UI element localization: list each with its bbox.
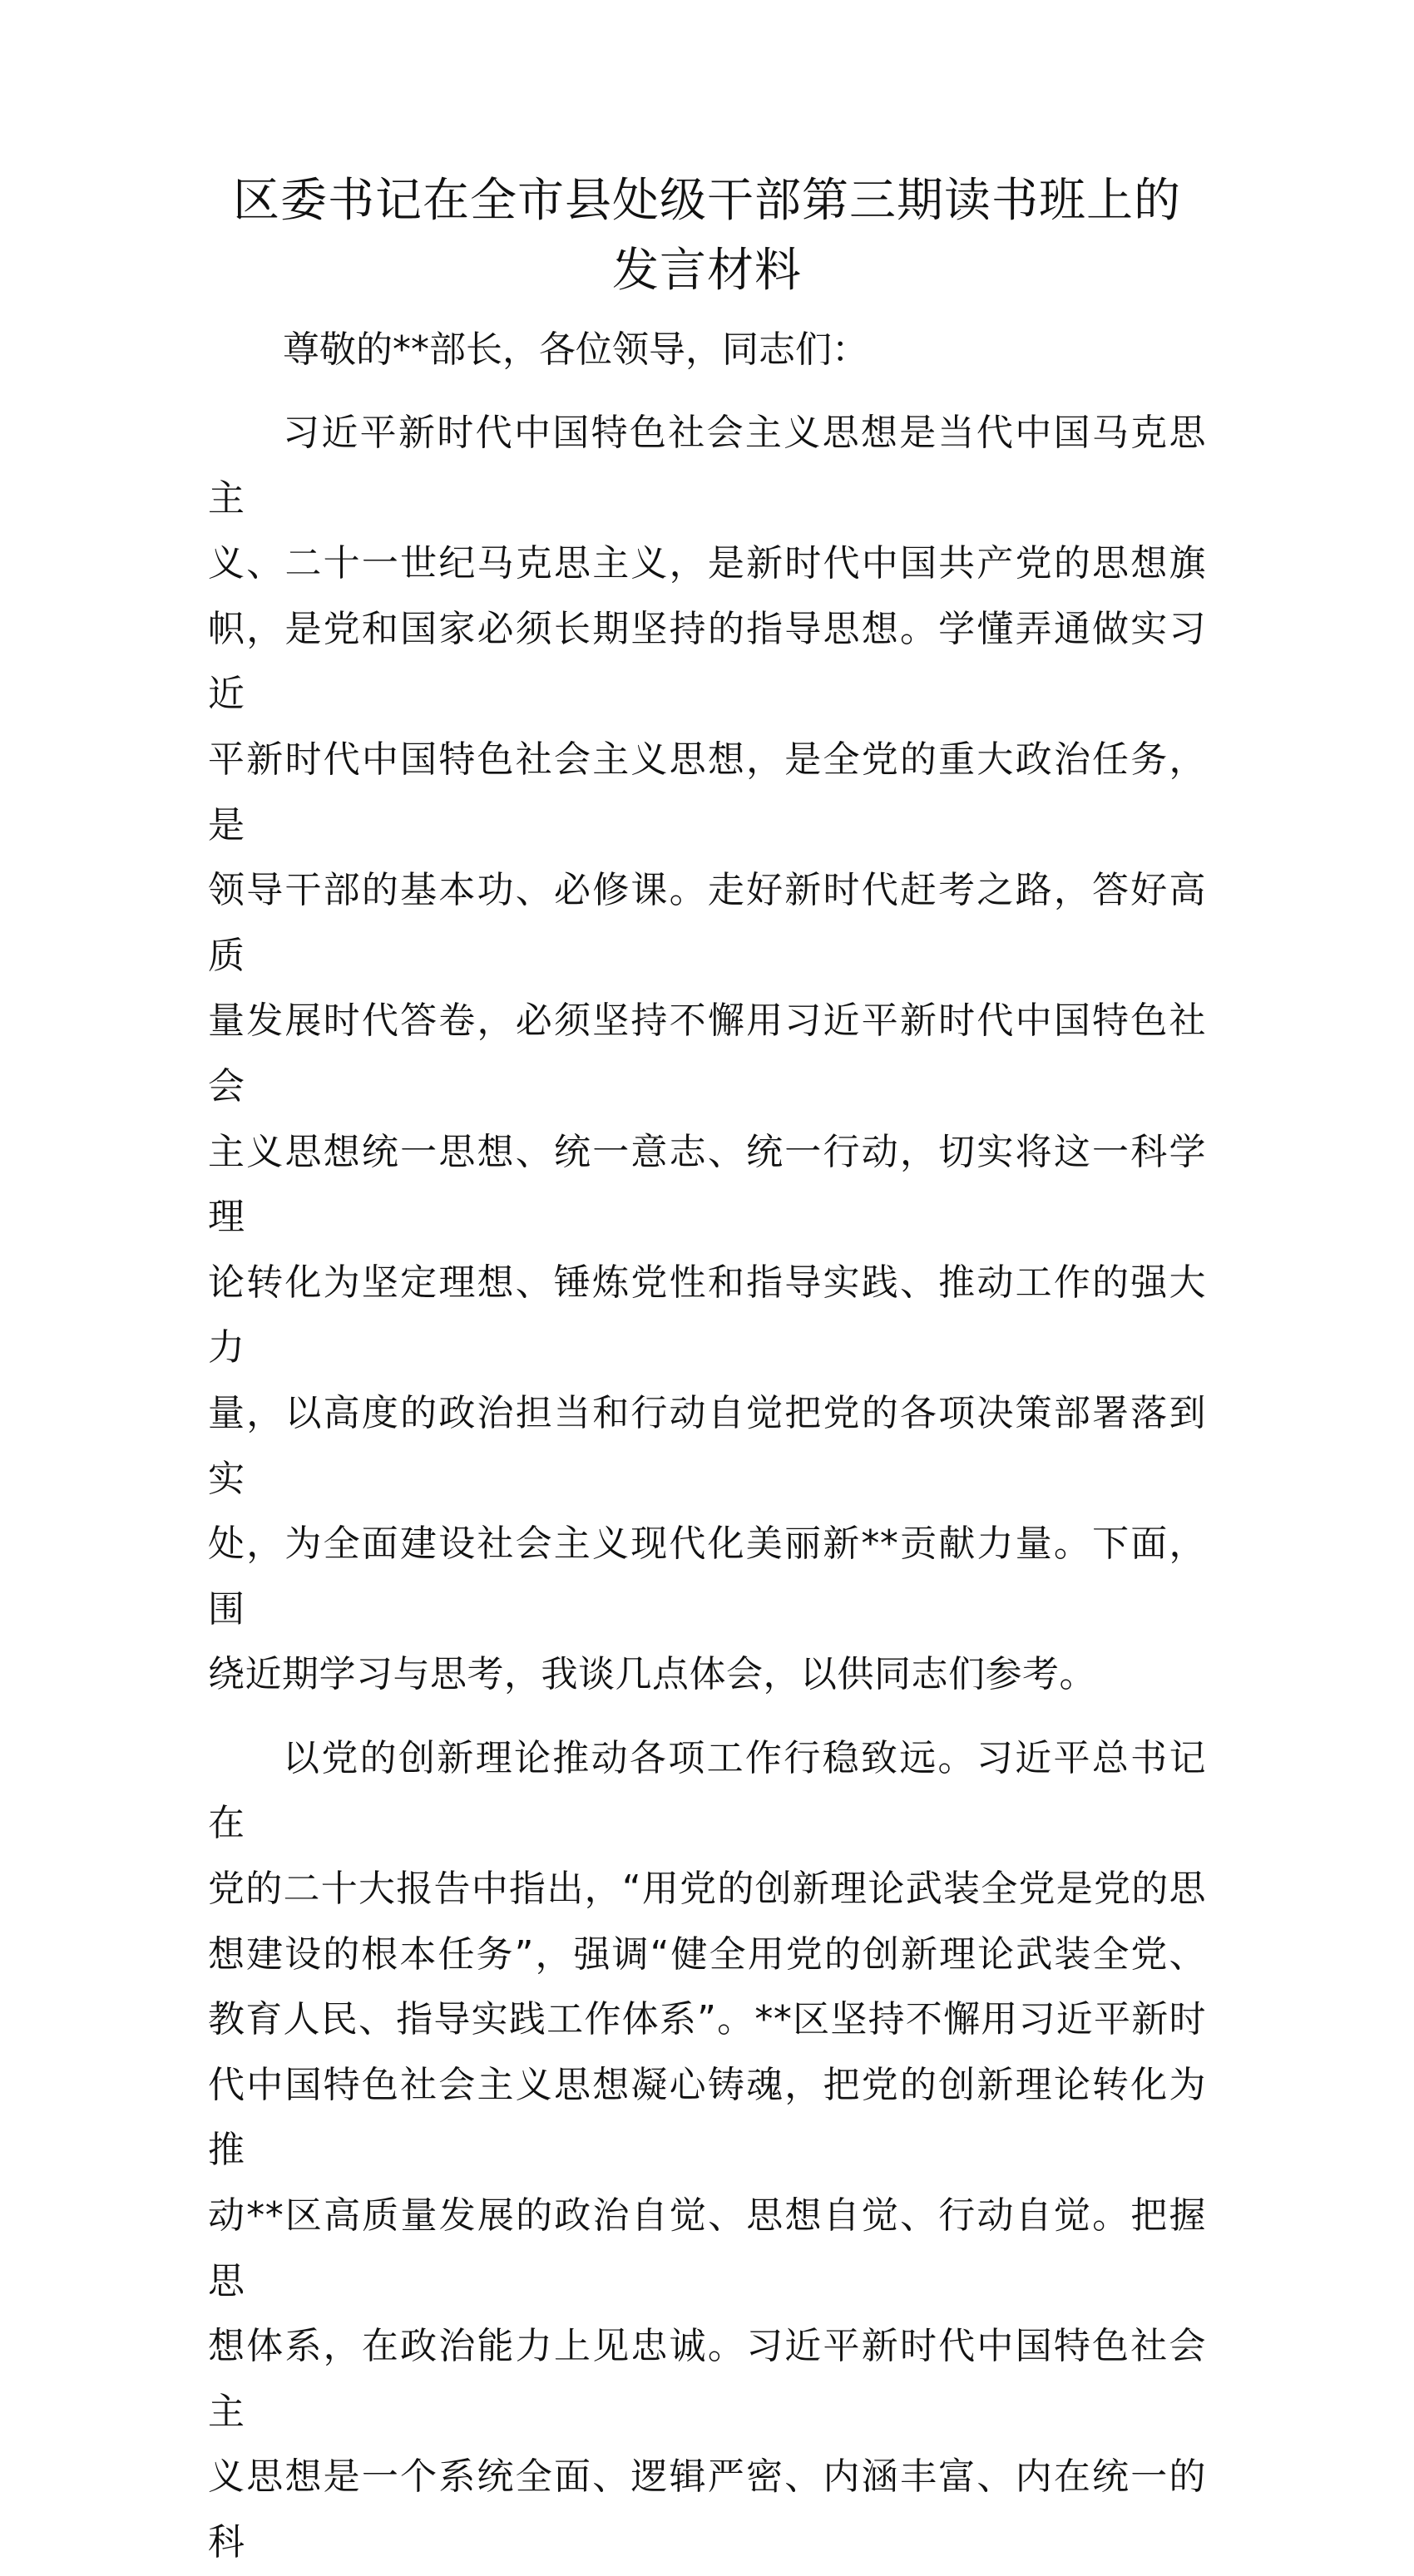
paragraph-line: 领导干部的基本功、必修课。走好新时代赶考之路，答好高质 [208,869,1206,977]
paragraph-line: 量，以高度的政治担当和行动自觉把党的各项决策部署落到实 [208,1391,1206,1500]
paragraph-line: 以党的创新理论推动各项工作行稳致远。习近平总书记在 [208,1736,1206,1845]
title-line-2: 发言材料 [612,244,802,298]
paragraph-line: 动**区高质量发展的政治自觉、思想自觉、行动自觉。把握思 [208,2194,1206,2302]
paragraph-line: 处，为全面建设社会主义现代化美丽新**贡献力量。下面，围 [208,1522,1206,1631]
paragraph-line: 论转化为坚定理想、锤炼党性和指导实践、推动工作的强大力 [208,1261,1206,1369]
paragraph-2 [208,1726,1206,2576]
salutation: 尊敬的**部长，各位领导，同志们： [283,328,868,371]
paragraph-line: 想建设的根本任务”，强调“健全用党的创新理论武装全党、 [208,1932,1206,1976]
paragraph-line: 绕近期学习与思考，我谈几点体会，以供同志们参考。 [208,1653,1096,1696]
paragraph-line: 量发展时代答卷，必须坚持不懈用习近平新时代中国特色社会 [208,999,1206,1108]
title-line-1: 区委书记在全市县处级干部第三期读书班上的 [233,174,1181,228]
paragraph-line: 党的二十大报告中指出，“用党的创新理论武装全党是党的思 [208,1868,1206,1911]
paragraph-line: 义思想是一个系统全面、逻辑严密、内涵丰富、内在统一的科 [208,2455,1206,2564]
paragraph-line: 义、二十一世纪马克思主义，是新时代中国共产党的思想旗 [208,542,1206,585]
paragraph-line: 平新时代中国特色社会主义思想，是全党的重大政治任务，是 [208,738,1206,846]
document-page [208,166,1206,2576]
paragraph-1 [208,401,1206,1708]
paragraph-line: 帜，是党和国家必须长期坚持的指导思想。学懂弄通做实习近 [208,607,1206,716]
paragraph-line: 教育人民、指导实践工作体系”。**区坚持不懈用习近平新时 [208,1998,1206,2041]
paragraph-line: 习近平新时代中国特色社会主义思想是当代中国马克思主 [208,412,1206,520]
paragraph-line: 想体系，在政治能力上见忠诚。习近平新时代中国特色社会主 [208,2325,1206,2433]
document-title [208,166,1206,306]
paragraph-line: 主义思想统一思想、统一意志、统一行动，切实将这一科学理 [208,1130,1206,1239]
paragraph-line: 代中国特色社会主义思想凝心铸魂，把党的创新理论转化为推 [208,2063,1206,2172]
